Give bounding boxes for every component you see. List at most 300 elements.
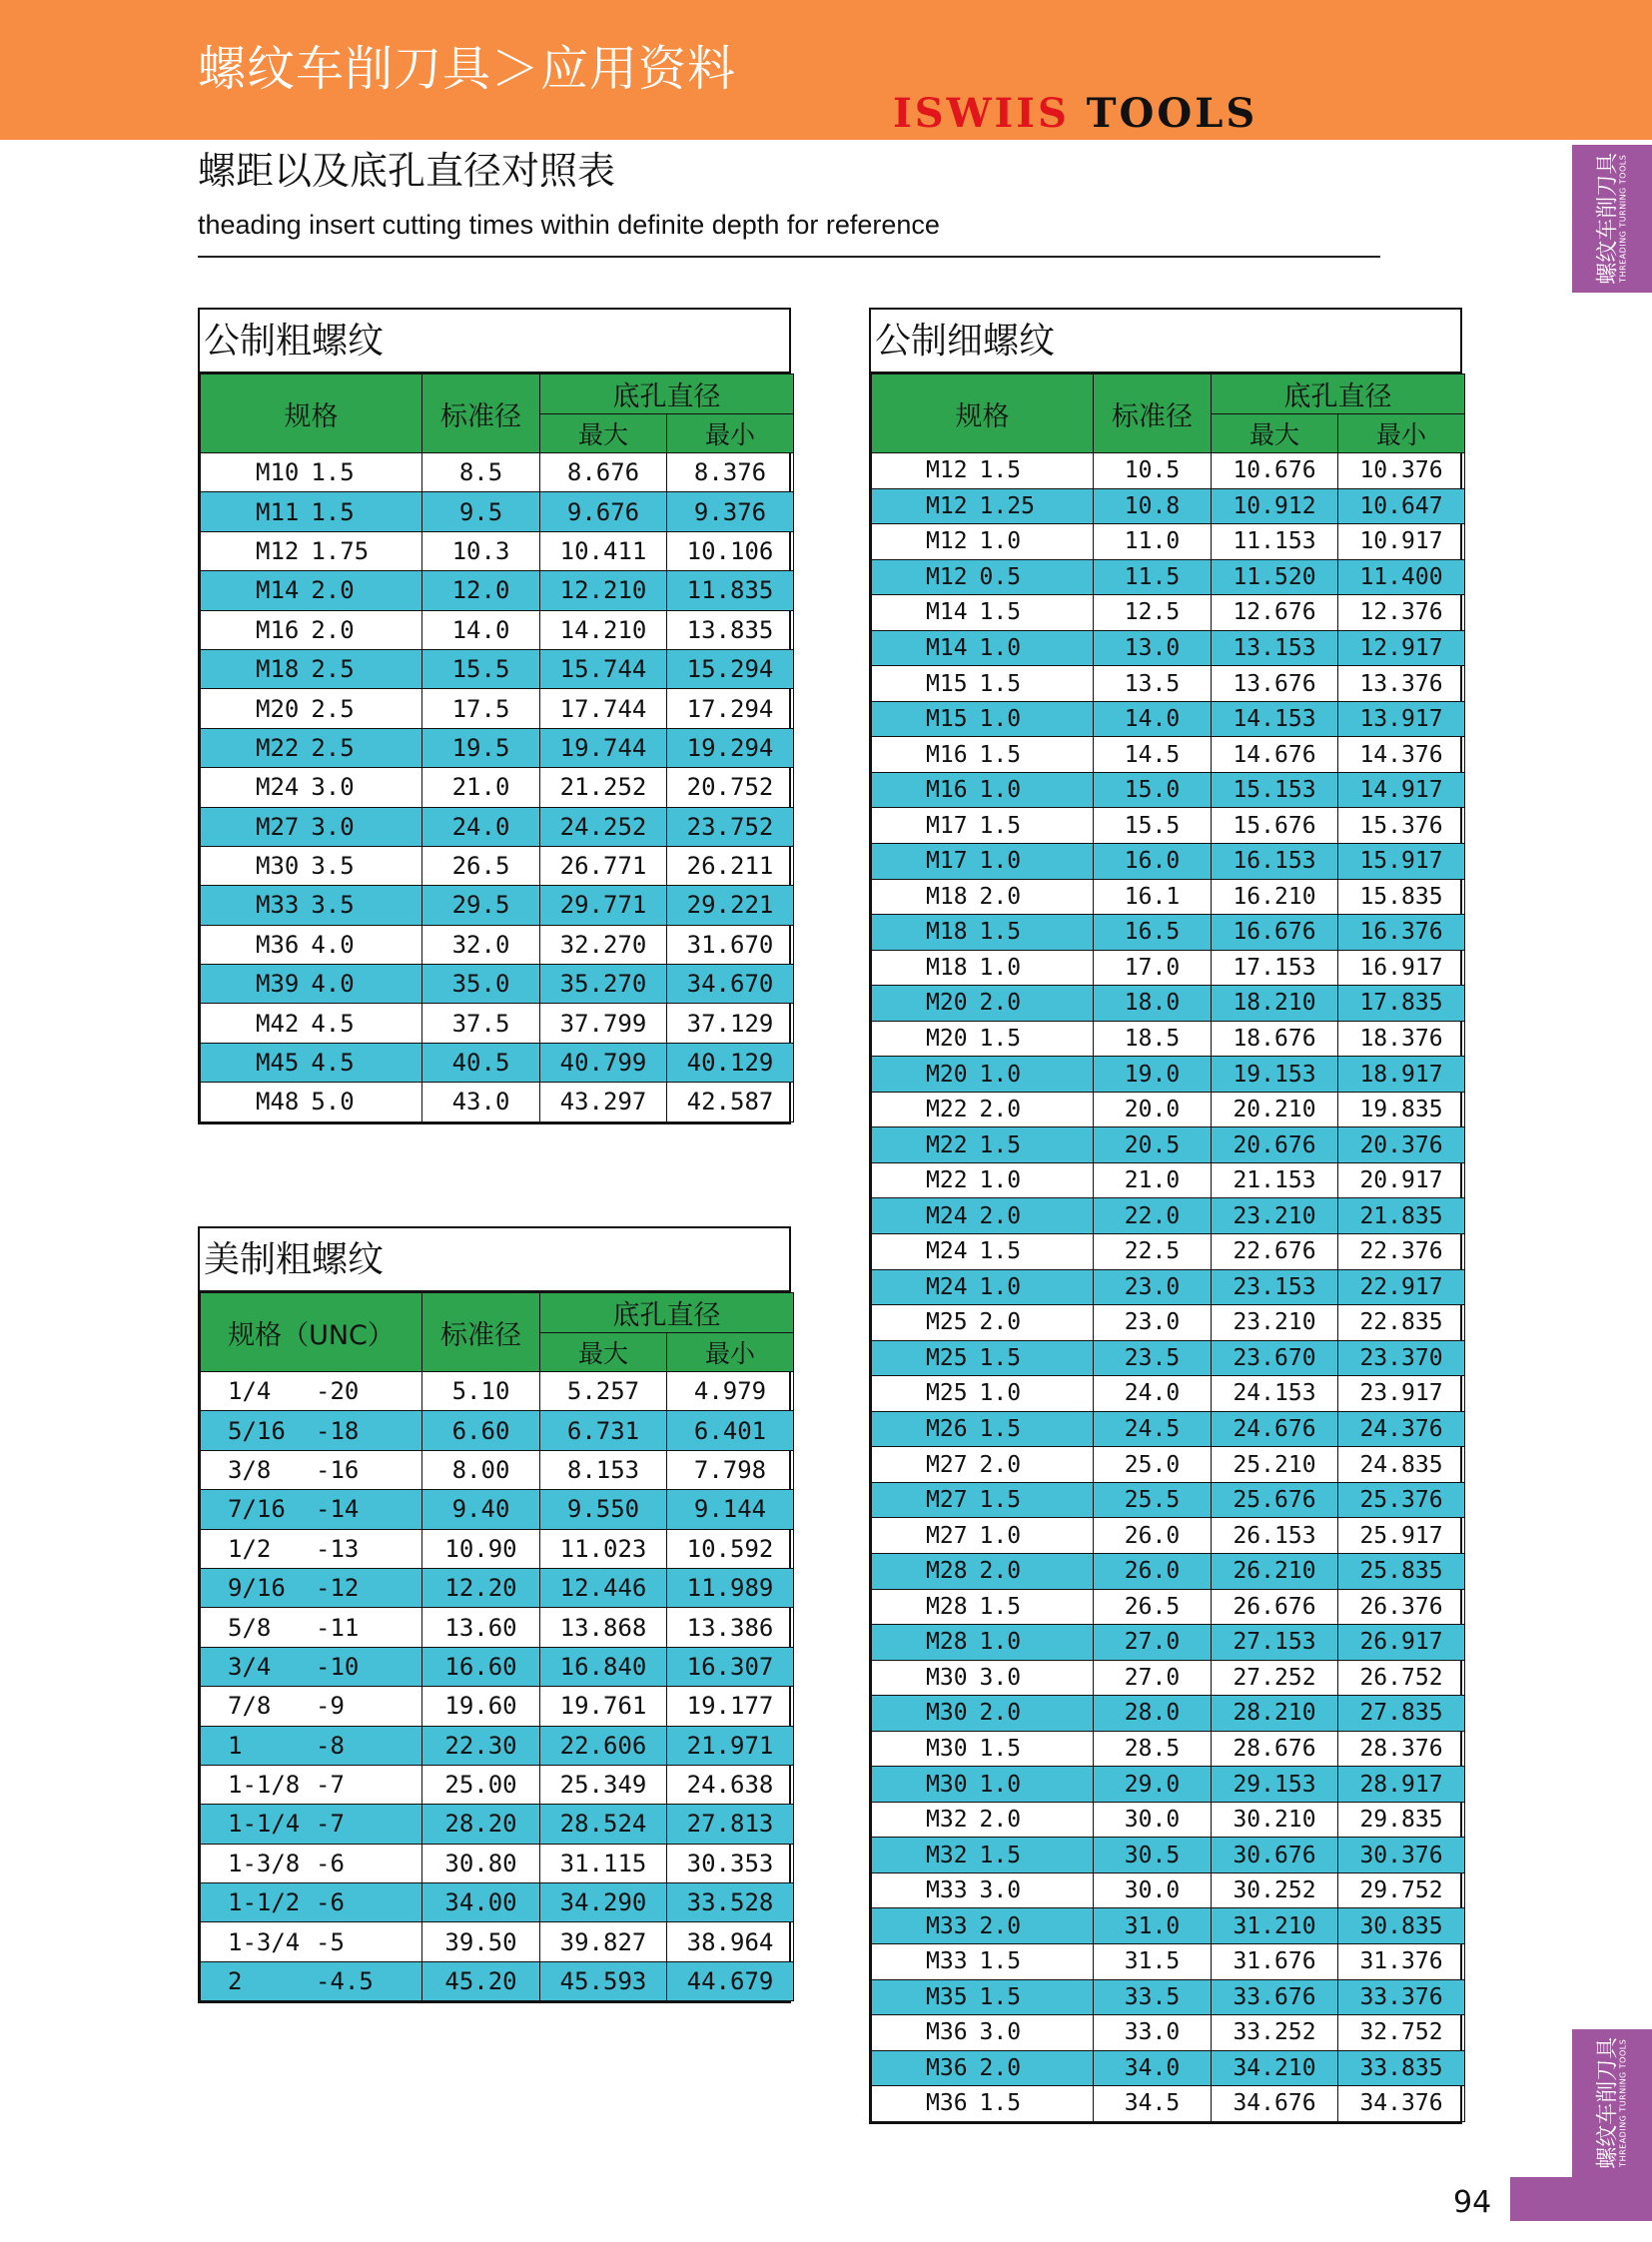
spec-cell (872, 1767, 1094, 1803)
thread-pitch: 2.0 (979, 1097, 1022, 1123)
std-dia-cell: 11.0 (1094, 524, 1212, 560)
max-dia-cell: 33.252 (1212, 2015, 1338, 2051)
spec-cell (201, 807, 422, 846)
table-row (201, 1043, 794, 1082)
table-row (201, 453, 794, 492)
std-dia-cell: 34.00 (422, 1883, 540, 1922)
table-row (872, 986, 1465, 1022)
thread-pitch: 1.25 (979, 492, 1035, 519)
thread-pitch: 1.5 (979, 457, 1022, 484)
thread-size: M18 (256, 655, 300, 684)
thread-size: M15 (926, 706, 968, 733)
std-dia-cell: 24.5 (1094, 1411, 1212, 1447)
page-number: 94 (1453, 2185, 1492, 2220)
thread-pitch: 1.0 (979, 1167, 1022, 1194)
thread-pitch: -9 (316, 1692, 345, 1721)
thread-size: M28 (926, 1593, 968, 1620)
min-dia-cell: 9.376 (667, 492, 794, 531)
subtitle-divider (198, 256, 1380, 258)
spec-cell (201, 1372, 422, 1411)
std-dia-cell: 43.0 (422, 1083, 540, 1121)
us-coarse-table (198, 1226, 791, 2003)
max-dia-cell: 11.153 (1212, 524, 1338, 560)
max-dia-cell: 23.210 (1212, 1305, 1338, 1341)
std-dia-cell: 6.60 (422, 1411, 540, 1450)
max-dia-cell: 8.153 (540, 1450, 667, 1489)
std-dia-cell: 19.60 (422, 1687, 540, 1726)
min-dia-cell: 22.376 (1338, 1234, 1465, 1270)
side-tab-en: THREADING TURNING TOOLS (1618, 154, 1628, 284)
table-row (872, 1198, 1465, 1234)
thread-pitch: 2.0 (979, 1451, 1022, 1478)
thread-size: 1-3/4 (228, 1927, 301, 1956)
max-dia-cell: 15.676 (1212, 808, 1338, 844)
min-dia-cell: 11.835 (667, 571, 794, 610)
thread-size: M12 (926, 528, 968, 555)
side-tab-cn: 螺纹车削刀具 (1595, 2036, 1621, 2169)
min-dia-cell: 25.835 (1338, 1553, 1465, 1589)
max-dia-cell: 14.153 (1212, 701, 1338, 737)
std-dia-cell: 24.0 (422, 807, 540, 846)
thread-pitch: 1.0 (979, 1380, 1022, 1407)
std-dia-cell: 22.5 (1094, 1234, 1212, 1270)
std-dia-cell: 30.80 (422, 1844, 540, 1882)
thread-pitch: 1.5 (979, 919, 1022, 946)
spec-cell (201, 886, 422, 925)
min-dia-cell: 27.835 (1338, 1696, 1465, 1732)
table-row (201, 1961, 794, 2000)
std-dia-cell: 34.0 (1094, 2050, 1212, 2086)
thread-size: M10 (256, 458, 300, 487)
max-dia-cell: 27.153 (1212, 1625, 1338, 1661)
min-dia-cell: 12.376 (1338, 595, 1465, 631)
thread-pitch: -7 (316, 1771, 345, 1800)
thread-pitch: 3.0 (311, 773, 355, 802)
table-row (872, 1767, 1465, 1803)
thread-pitch: 1.5 (979, 2090, 1022, 2117)
table-row (201, 1529, 794, 1568)
thread-pitch: 1.5 (979, 1735, 1022, 1762)
max-dia-cell: 35.270 (540, 965, 667, 1004)
max-dia-cell: 23.670 (1212, 1340, 1338, 1376)
side-tab-bottom (1572, 2029, 1652, 2177)
spec-cell (201, 1961, 422, 2000)
table-row (872, 844, 1465, 880)
max-dia-cell: 34.676 (1212, 2086, 1338, 2122)
spec-cell (201, 728, 422, 767)
thread-size: M33 (926, 1948, 968, 1975)
min-dia-cell: 10.376 (1338, 453, 1465, 489)
std-dia-cell: 5.10 (422, 1372, 540, 1411)
thread-size: 1/4 (228, 1377, 272, 1406)
table-row (201, 1922, 794, 1961)
std-dia-cell: 14.0 (422, 610, 540, 649)
thread-pitch: 1.5 (979, 1238, 1022, 1265)
min-dia-cell: 19.177 (667, 1687, 794, 1726)
max-dia-cell: 11.023 (540, 1529, 667, 1568)
spec-cell (872, 1482, 1094, 1518)
spec-cell (872, 2086, 1094, 2122)
thread-pitch: 3.5 (311, 852, 355, 881)
std-dia-cell: 21.0 (422, 768, 540, 807)
max-dia-cell: 19.761 (540, 1687, 667, 1726)
col-header-std-dia: 标准径 (422, 1293, 540, 1372)
spec-cell (201, 1529, 422, 1568)
std-dia-cell: 14.5 (1094, 737, 1212, 773)
spec-cell (201, 571, 422, 610)
spec-cell (201, 1922, 422, 1961)
max-dia-cell: 24.676 (1212, 1411, 1338, 1447)
table-row (872, 524, 1465, 560)
spec-cell (201, 925, 422, 964)
table-row (872, 666, 1465, 702)
std-dia-cell: 33.0 (1094, 2015, 1212, 2051)
max-dia-cell: 17.153 (1212, 950, 1338, 986)
max-dia-cell: 21.252 (540, 768, 667, 807)
std-dia-cell: 15.5 (1094, 808, 1212, 844)
spec-cell (201, 1490, 422, 1529)
table-title: 公制粗螺纹 (200, 310, 789, 374)
thread-pitch: 2.5 (311, 694, 355, 723)
thread-pitch: -14 (316, 1495, 360, 1524)
min-dia-cell: 28.376 (1338, 1731, 1465, 1767)
max-dia-cell: 15.153 (1212, 772, 1338, 808)
thread-size: M35 (926, 1983, 968, 2010)
min-dia-cell: 13.917 (1338, 701, 1465, 737)
table-row (201, 1647, 794, 1686)
min-dia-cell: 26.376 (1338, 1589, 1465, 1625)
subtitle-en: theading insert cutting times within definite depth for reference (198, 210, 940, 240)
spec-cell (201, 1844, 422, 1882)
spec-cell (201, 1687, 422, 1726)
spec-cell (872, 453, 1094, 489)
spec-cell (872, 1376, 1094, 1412)
brand-red: ISWIIS (893, 90, 1070, 137)
max-dia-cell: 25.676 (1212, 1482, 1338, 1518)
thread-pitch: 1.5 (979, 1131, 1022, 1158)
table-row (872, 1057, 1465, 1093)
std-dia-cell: 10.5 (1094, 453, 1212, 489)
max-dia-cell: 28.210 (1212, 1696, 1338, 1732)
max-dia-cell: 15.744 (540, 649, 667, 688)
table-row (872, 1021, 1465, 1057)
thread-size: M11 (256, 497, 300, 526)
thread-pitch: 1.0 (979, 528, 1022, 555)
max-dia-cell: 25.210 (1212, 1447, 1338, 1483)
max-dia-cell: 40.799 (540, 1043, 667, 1082)
min-dia-cell: 27.813 (667, 1805, 794, 1844)
col-header-hole-dia: 底孔直径 (1212, 374, 1465, 414)
std-dia-cell: 11.5 (1094, 559, 1212, 595)
thread-pitch: 1.0 (979, 954, 1022, 981)
std-dia-cell: 30.5 (1094, 1838, 1212, 1873)
min-dia-cell: 18.917 (1338, 1057, 1465, 1093)
min-dia-cell: 15.917 (1338, 844, 1465, 880)
max-dia-cell: 22.606 (540, 1726, 667, 1765)
max-dia-cell: 18.210 (1212, 986, 1338, 1022)
min-dia-cell: 11.989 (667, 1568, 794, 1607)
thread-pitch: -4.5 (316, 1967, 374, 1996)
thread-pitch: 2.0 (979, 1558, 1022, 1585)
thread-pitch: 1.5 (311, 458, 355, 487)
table-row (201, 531, 794, 570)
spec-cell (872, 1340, 1094, 1376)
max-dia-cell: 22.676 (1212, 1234, 1338, 1270)
table-row (201, 728, 794, 767)
max-dia-cell: 32.270 (540, 925, 667, 964)
spec-cell (872, 666, 1094, 702)
max-dia-cell: 12.676 (1212, 595, 1338, 631)
std-dia-cell: 39.50 (422, 1922, 540, 1961)
spec-cell (201, 1004, 422, 1043)
thread-pitch: 2.0 (311, 615, 355, 644)
std-dia-cell: 33.5 (1094, 1979, 1212, 2015)
spec-cell (872, 1447, 1094, 1483)
spec-cell (872, 1979, 1094, 2015)
spec-cell (201, 649, 422, 688)
table-row (201, 886, 794, 925)
table-title: 公制细螺纹 (871, 310, 1460, 374)
std-dia-cell: 28.0 (1094, 1696, 1212, 1732)
thread-size: M20 (926, 990, 968, 1017)
thread-size: M36 (256, 930, 300, 959)
min-dia-cell: 10.917 (1338, 524, 1465, 560)
std-dia-cell: 18.5 (1094, 1021, 1212, 1057)
thread-size: M16 (256, 615, 300, 644)
thread-size: M39 (256, 970, 300, 999)
std-dia-cell: 25.00 (422, 1765, 540, 1804)
table-row (872, 1269, 1465, 1305)
max-dia-cell: 16.210 (1212, 879, 1338, 915)
std-dia-cell: 16.5 (1094, 915, 1212, 951)
page-title: 螺纹车削刀具＞应用资料 (198, 41, 737, 97)
thread-size: M20 (926, 1061, 968, 1088)
min-dia-cell: 32.752 (1338, 2015, 1465, 2051)
thread-size: 3/8 (228, 1455, 272, 1484)
min-dia-cell: 15.294 (667, 649, 794, 688)
spec-cell (872, 772, 1094, 808)
std-dia-cell: 14.0 (1094, 701, 1212, 737)
table-row (201, 1687, 794, 1726)
spec-cell (872, 488, 1094, 524)
thread-pitch: 1.5 (311, 497, 355, 526)
table-row (872, 488, 1465, 524)
brand-logo (893, 90, 1257, 137)
table-row (201, 1450, 794, 1489)
std-dia-cell: 13.60 (422, 1608, 540, 1647)
thread-pitch: 1.75 (311, 536, 370, 565)
max-dia-cell: 14.210 (540, 610, 667, 649)
min-dia-cell: 7.798 (667, 1450, 794, 1489)
max-dia-cell: 29.771 (540, 886, 667, 925)
std-dia-cell: 16.60 (422, 1647, 540, 1686)
thread-size: M32 (926, 1842, 968, 1868)
table-row (201, 1844, 794, 1882)
spec-cell (872, 1553, 1094, 1589)
spec-cell (201, 1726, 422, 1765)
table-row (201, 1726, 794, 1765)
thread-size: M20 (926, 1026, 968, 1053)
table-row (201, 965, 794, 1004)
std-dia-cell: 12.20 (422, 1568, 540, 1607)
spec-cell (201, 1083, 422, 1121)
min-dia-cell: 15.376 (1338, 808, 1465, 844)
min-dia-cell: 34.376 (1338, 2086, 1465, 2122)
table-row (872, 1979, 1465, 2015)
spec-cell (201, 1647, 422, 1686)
spec-cell (872, 1908, 1094, 1944)
max-dia-cell: 26.771 (540, 846, 667, 885)
max-dia-cell: 16.676 (1212, 915, 1338, 951)
thread-size: 9/16 (228, 1574, 286, 1603)
thread-pitch: -20 (316, 1377, 360, 1406)
thread-pitch: 1.5 (979, 741, 1022, 768)
min-dia-cell: 42.587 (667, 1083, 794, 1121)
table-row (201, 610, 794, 649)
max-dia-cell: 37.799 (540, 1004, 667, 1043)
col-header-hole-dia: 底孔直径 (540, 1293, 794, 1333)
std-dia-cell: 26.0 (1094, 1553, 1212, 1589)
std-dia-cell: 25.5 (1094, 1482, 1212, 1518)
thread-pitch: 3.0 (311, 812, 355, 841)
thread-size: 5/8 (228, 1613, 272, 1642)
min-dia-cell: 25.376 (1338, 1482, 1465, 1518)
thread-size: M36 (926, 2054, 968, 2081)
std-dia-cell: 31.0 (1094, 1908, 1212, 1944)
max-dia-cell: 31.115 (540, 1844, 667, 1882)
spec-cell (872, 1411, 1094, 1447)
table-row (872, 950, 1465, 986)
std-dia-cell: 23.0 (1094, 1269, 1212, 1305)
table-row (201, 925, 794, 964)
table-row (872, 1305, 1465, 1341)
col-header-max: 最大 (540, 414, 667, 453)
std-dia-cell: 26.5 (422, 846, 540, 885)
table-row (872, 1518, 1465, 1554)
thread-pitch: 2.0 (979, 2054, 1022, 2081)
min-dia-cell: 24.835 (1338, 1447, 1465, 1483)
thread-pitch: 1.0 (979, 1273, 1022, 1300)
col-header-min: 最小 (667, 414, 794, 453)
table-row (201, 492, 794, 531)
min-dia-cell: 13.386 (667, 1608, 794, 1647)
side-tab-cn: 螺纹车削刀具 (1595, 152, 1621, 285)
max-dia-cell: 8.676 (540, 453, 667, 492)
table-row (872, 1872, 1465, 1908)
thread-size: 7/16 (228, 1495, 286, 1524)
std-dia-cell: 9.40 (422, 1490, 540, 1529)
min-dia-cell: 16.376 (1338, 915, 1465, 951)
min-dia-cell: 38.964 (667, 1922, 794, 1961)
min-dia-cell: 20.752 (667, 768, 794, 807)
std-dia-cell: 26.0 (1094, 1518, 1212, 1554)
thread-pitch: 0.5 (979, 563, 1022, 590)
thread-size: M27 (926, 1487, 968, 1514)
min-dia-cell: 8.376 (667, 453, 794, 492)
min-dia-cell: 29.221 (667, 886, 794, 925)
max-dia-cell: 34.210 (1212, 2050, 1338, 2086)
min-dia-cell: 22.835 (1338, 1305, 1465, 1341)
table-row (201, 1004, 794, 1043)
col-header-min: 最小 (667, 1333, 794, 1372)
thread-size: M14 (926, 635, 968, 661)
spec-cell (872, 1021, 1094, 1057)
max-dia-cell: 45.593 (540, 1961, 667, 2000)
max-dia-cell: 39.827 (540, 1922, 667, 1961)
std-dia-cell: 37.5 (422, 1004, 540, 1043)
thread-size: M17 (926, 812, 968, 839)
spec-cell (201, 1568, 422, 1607)
thread-size: M42 (256, 1009, 300, 1038)
min-dia-cell: 37.129 (667, 1004, 794, 1043)
min-dia-cell: 26.752 (1338, 1660, 1465, 1696)
min-dia-cell: 14.376 (1338, 737, 1465, 773)
std-dia-cell: 9.5 (422, 492, 540, 531)
thread-pitch: 1.5 (979, 1487, 1022, 1514)
table-row (872, 1376, 1465, 1412)
thread-pitch: 2.0 (979, 1912, 1022, 1939)
std-dia-cell: 23.5 (1094, 1340, 1212, 1376)
std-dia-cell: 26.5 (1094, 1589, 1212, 1625)
min-dia-cell: 19.294 (667, 728, 794, 767)
thread-size: M18 (926, 954, 968, 981)
col-header-min: 最小 (1338, 414, 1465, 453)
thread-pitch: 2.0 (979, 1807, 1022, 1834)
thread-size: 1-1/4 (228, 1810, 301, 1839)
min-dia-cell: 17.294 (667, 689, 794, 728)
min-dia-cell: 23.370 (1338, 1340, 1465, 1376)
thread-pitch: -6 (316, 1849, 345, 1877)
thread-size: 7/8 (228, 1692, 272, 1721)
min-dia-cell: 12.917 (1338, 630, 1465, 666)
table-row (872, 1340, 1465, 1376)
std-dia-cell: 19.0 (1094, 1057, 1212, 1093)
table-row (872, 1411, 1465, 1447)
thread-size: M25 (926, 1344, 968, 1371)
std-dia-cell: 34.5 (1094, 2086, 1212, 2122)
spec-cell (201, 492, 422, 531)
thread-size: M36 (926, 2019, 968, 2046)
max-dia-cell: 19.153 (1212, 1057, 1338, 1093)
spec-cell (201, 610, 422, 649)
thread-size: M30 (256, 852, 300, 881)
spec-cell (872, 595, 1094, 631)
table-row (872, 1731, 1465, 1767)
table-row (872, 453, 1465, 489)
spec-cell (872, 1269, 1094, 1305)
thread-size: M18 (926, 883, 968, 910)
table-row (872, 1162, 1465, 1198)
thread-pitch: 2.5 (311, 733, 355, 762)
thread-size: M27 (926, 1451, 968, 1478)
min-dia-cell: 30.376 (1338, 1838, 1465, 1873)
min-dia-cell: 40.129 (667, 1043, 794, 1082)
max-dia-cell: 28.524 (540, 1805, 667, 1844)
thread-size: M12 (926, 457, 968, 484)
max-dia-cell: 25.349 (540, 1765, 667, 1804)
min-dia-cell: 19.835 (1338, 1092, 1465, 1127)
spec-cell (201, 965, 422, 1004)
spec-cell (872, 1092, 1094, 1127)
max-dia-cell: 31.676 (1212, 1943, 1338, 1979)
thread-size: M27 (256, 812, 300, 841)
std-dia-cell: 27.0 (1094, 1625, 1212, 1661)
spec-cell (872, 737, 1094, 773)
table-row (872, 1482, 1465, 1518)
min-dia-cell: 30.353 (667, 1844, 794, 1882)
spec-cell (872, 1696, 1094, 1732)
table-row (201, 1411, 794, 1450)
